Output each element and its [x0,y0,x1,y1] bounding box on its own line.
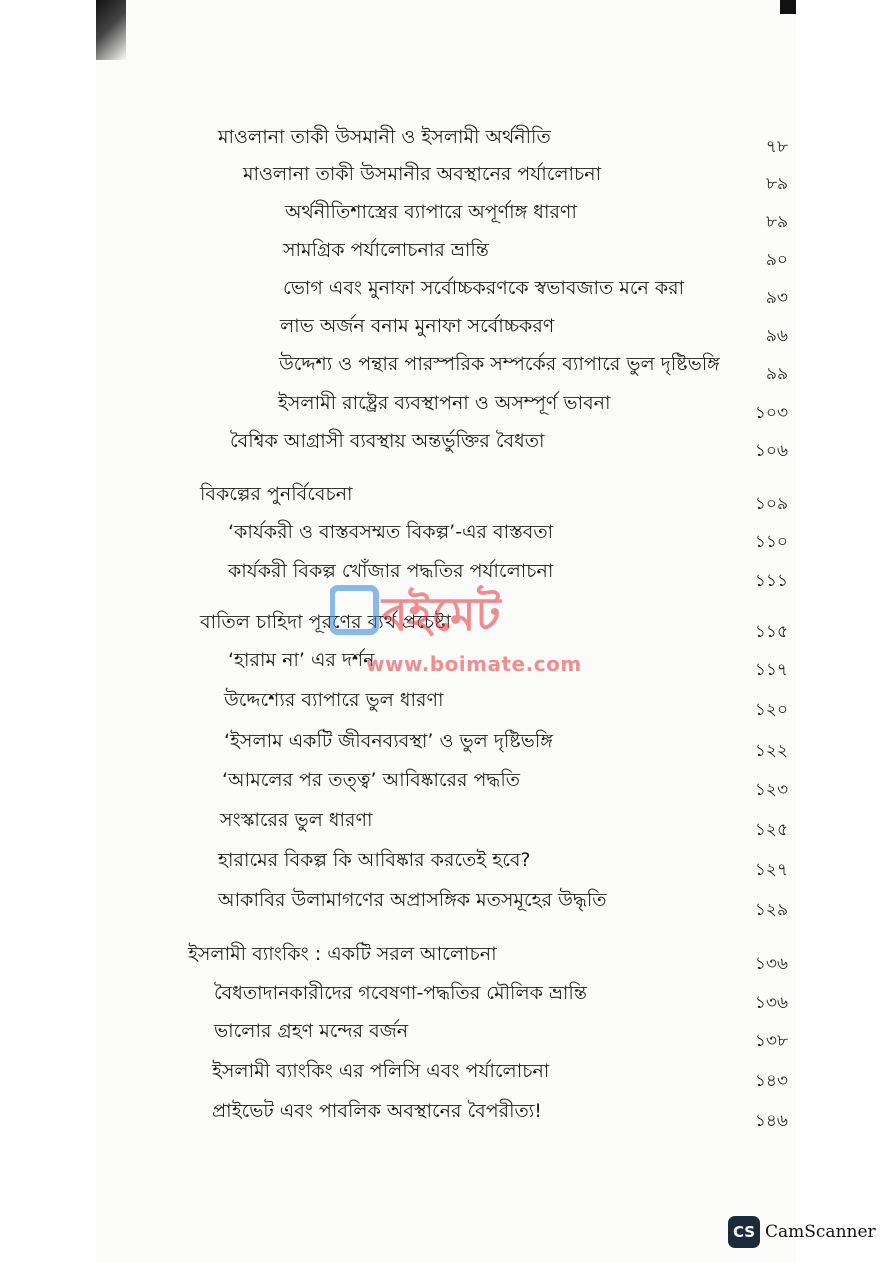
toc-entry-page: ১২০ [754,700,788,720]
toc-entry-title: ভালোর গ্রহণ মন্দের বর্জন [214,1020,409,1042]
toc-entry-title: বাতিল চাহিদা পূরণের ব্যর্থ প্রচেষ্টা [200,611,452,633]
toc-entry-title: ‘কার্যকরী ও বাস্তবসম্মত বিকল্প’-এর বাস্তবতা [228,521,554,543]
camscanner-badge [728,1216,876,1252]
boimate-logo-icon [330,578,580,648]
toc-entry-title: মাওলানা তাকী উসমানীর অবস্থানের পর্যালোচনা [243,163,602,185]
toc-entry [0,274,892,306]
toc-entry [0,480,892,512]
toc-entry-page: ১০৯ [754,494,788,514]
toc-entry-title: অর্থনীতিশাস্ত্রের ব্যাপারে অপূর্ণাঙ্গ ধারণা [285,201,577,223]
toc-entry [0,1097,892,1129]
toc-entry-page: ১১০ [754,532,788,552]
toc-entry-page: ১১১ [754,571,788,591]
toc-entry [0,198,892,230]
toc-entry-page: ১২৭ [754,860,788,880]
toc-entry-title: ‘হারাম না’ এর দর্শন [228,649,375,671]
toc-entry-page: ১২২ [754,741,788,761]
toc-entry-page: ১৩৮ [754,1031,788,1051]
toc-entry [0,846,892,878]
toc-entry-page: ৯৬ [765,326,788,346]
page-corner-mark [780,0,796,14]
toc-entry-title: বিকল্পের পুনর্বিবেচনা [200,483,353,505]
toc-entry [0,1057,892,1089]
toc-entry [0,312,892,344]
toc-entry-title: লাভ অর্জন বনাম মুনাফা সর্বোচ্চকরণ [280,315,555,337]
toc-entry [0,160,892,192]
toc-entry [0,427,892,459]
camscanner-icon: CS [728,1216,760,1248]
toc-entry [0,236,892,268]
toc-entry-title: সংস্কারের ভুল ধারণা [220,809,373,831]
toc-entry-title: উদ্দেশ্য ও পন্থার পারস্পরিক সম্পর্কের ব্যাপারে ভুল দৃষ্টিভঙ্গি [279,353,720,375]
toc-entry-page: ৯৩ [765,288,788,308]
toc-entry-title: মাওলানা তাকী উসমানী ও ইসলামী অর্থনীতি [218,126,551,148]
toc-entry [0,1017,892,1049]
boimate-watermark [330,578,580,688]
toc-entry-page: ৭৮ [765,137,788,157]
toc-entry [0,727,892,759]
toc-entry-title: প্রাইভেট এবং পাবলিক অবস্থানের বৈপরীত্য! [212,1100,542,1122]
toc-entry-page: ১৩৬ [754,954,788,974]
page-corner-shadow [96,0,126,60]
toc-entry [0,686,892,718]
toc-entry [0,979,892,1011]
toc-entry-title: বৈধতাদানকারীদের গবেষণা-পদ্ধতির মৌলিক ভ্রান্তি [214,982,587,1004]
toc-entry-title: সামগ্রিক পর্যালোচনার ভ্রান্তি [283,239,489,261]
toc-entry-title: ইসলামী ব্যাংকিং : একটি সরল আলোচনা [188,943,497,965]
toc-entry [0,806,892,838]
toc-entry-title: ভোগ এবং মুনাফা সর্বোচ্চকরণকে স্বভাবজাত মনে করা [283,277,685,299]
toc-entry [0,350,892,382]
toc-entry-title: ইসলামী রাষ্ট্রের ব্যবস্থাপনা ও অসম্পূর্ণ ভাবনা [278,392,611,414]
toc-entry [0,389,892,421]
toc-entry-page: ৯০ [765,250,788,270]
toc-entry [0,940,892,972]
toc-entry [0,123,892,155]
toc-entry-page: ১২৫ [754,820,788,840]
toc-entry-page: ৮৯ [765,174,788,194]
toc-entry-page: ১১৭ [754,660,788,680]
toc-entry [0,886,892,918]
toc-entry-title: কার্যকরী বিকল্প খোঁজার পদ্ধতির পর্যালোচনা [228,560,554,582]
toc-entry-page: ১২৩ [754,780,788,800]
toc-entry-page: ৮৯ [765,212,788,232]
toc-entry-page: ১০৩ [754,403,788,423]
toc-entry-title: ‘আমলের পর তত্ত্ব’ আবিষ্কারের পদ্ধতি [222,769,521,791]
toc-entry-page: ১২৯ [754,900,788,920]
watermark-logo-text: বইমেট [382,587,501,641]
camscanner-label: CamScanner [765,1222,876,1242]
toc-entry [0,766,892,798]
toc-entry-title: উদ্দেশ্যের ব্যাপারে ভুল ধারণা [224,689,444,711]
toc-entry-page: ১৪৩ [754,1071,788,1091]
toc-entry-title: ‘ইসলাম একটি জীবনব্যবস্থা’ ও ভুল দৃষ্টিভঙ্গি [224,730,553,752]
toc-entry-title: আকাবির উলামাগণের অপ্রাসঙ্গিক মতসমূহের উদ্ধৃতি [218,889,607,911]
toc-entry-page: ৯৯ [765,364,788,384]
toc-entry [0,518,892,550]
watermark-url: www.boimate.com [366,652,582,676]
toc-entry-page: ১১৫ [754,622,788,642]
toc-entry-page: ১৩৬ [754,993,788,1013]
toc-entry-title: ইসলামী ব্যাংকিং এর পলিসি এবং পর্যালোচনা [212,1060,550,1082]
toc-entry-page: ১০৬ [754,441,788,461]
toc-entry-page: ১৪৬ [754,1111,788,1131]
toc-entry-title: হারামের বিকল্প কি আবিষ্কার করতেই হবে? [218,849,531,871]
toc-entry-title: বৈশ্বিক আগ্রাসী ব্যবস্থায় অন্তর্ভুক্তির বৈধতা [230,430,545,452]
